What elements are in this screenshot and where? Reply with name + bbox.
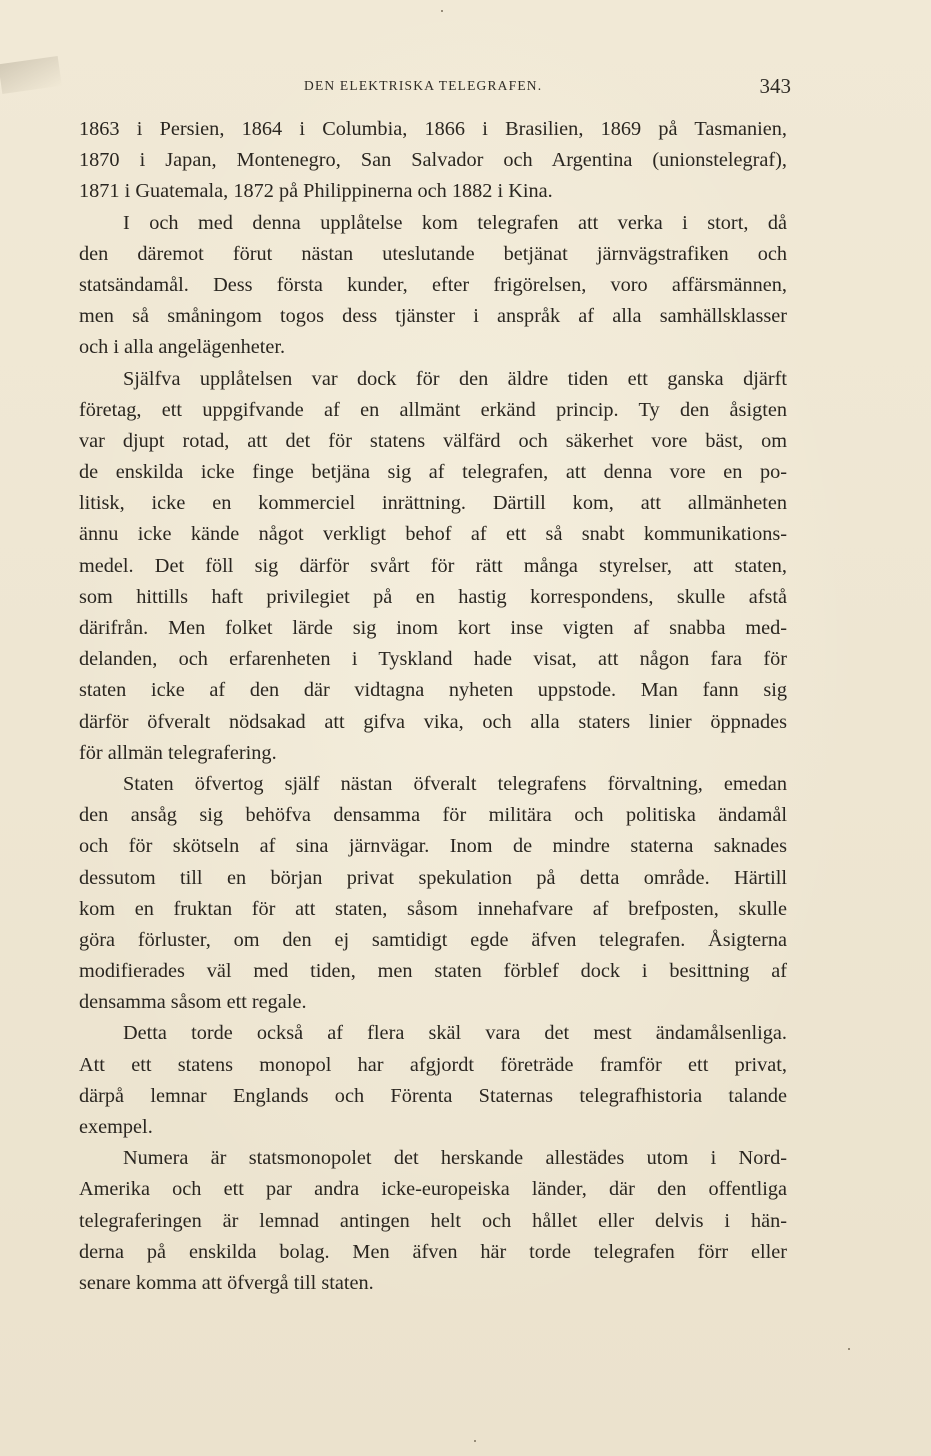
text-line: senare komma att öfvergå till staten.: [79, 1271, 374, 1294]
text-line: och för skötseln af sina järnvägar. Inom de mindre staterna saknades: [79, 835, 787, 858]
text-line: kom en fruktan för att staten, såsom innehafvare af brefposten, skulle: [79, 897, 787, 920]
text-line: göra förluster, om den ej samtidigt egde äfven telegrafen. Åsigterna: [79, 928, 787, 951]
text-line: därifrån. Men folket lärde sig inom kort inse vigten af snabba med-: [79, 617, 787, 639]
text-line: Staten öfvertog själf nästan öfveralt telegrafens förvaltning, emedan: [123, 772, 787, 795]
text-line: Att ett statens monopol har afgjordt företräde framför ett privat,: [79, 1053, 787, 1076]
text-line: delanden, och erfarenheten i Tyskland hade visat, att någon fara för: [79, 648, 787, 671]
page-header: [78, 74, 791, 100]
text-line: men så småningom togos dess tjänster i anspråk af alla samhällsklasser: [79, 305, 787, 328]
paper-speck: [474, 1440, 476, 1442]
running-title: DEN ELEKTRISKA TELEGRAFEN.: [304, 78, 543, 93]
text-line: litisk, icke en kommerciel inrättning. Därtill kom, att allmänheten: [79, 492, 787, 515]
text-line: 1870 i Japan, Montenegro, San Salvador och Argentina (unionstelegraf),: [79, 149, 787, 172]
text-line: 1871 i Guatemala, 1872 på Philippinerna och 1882 i Kina.: [79, 180, 553, 203]
text-line: I och med denna upplåtelse kom telegrafen att verka i stort, då: [123, 211, 787, 234]
text-line: var djupt rotad, att det för statens välfärd och säkerhet vore bäst, om: [79, 429, 787, 452]
text-line: exempel.: [79, 1116, 153, 1138]
text-line: modifierades väl med tiden, men staten förblef dock i besittning af: [79, 960, 787, 983]
text-line: derna på enskilda bolag. Men äfven här torde telegrafen förr eller: [79, 1240, 787, 1263]
text-line: för allmän telegrafering.: [79, 741, 277, 764]
text-line: densamma såsom ett regale.: [79, 991, 307, 1014]
text-line: och i alla angelägenheter.: [79, 336, 286, 359]
text-line: den däremot förut nästan uteslutande betjänat järnvägstrafiken och: [79, 242, 787, 265]
text-line: Själfva upplåtelsen var dock för den äldre tiden ett ganska djärft: [123, 367, 787, 390]
text-line: ännu icke kände något verkligt behof af ett så snabt kommunikations-: [79, 523, 787, 546]
text-line: företag, ett uppgifvande af en allmänt erkänd princip. Ty den åsigten: [79, 398, 787, 421]
paper-speck: [441, 10, 443, 12]
text-line: som hittills haft privilegiet på en hastig korrespondens, skulle afstå: [79, 585, 787, 608]
text-line: dessutom till en början privat spekulation på detta område. Härtill: [79, 866, 787, 889]
page-number: 343: [759, 74, 791, 98]
text-line: därpå lemnar Englands och Förenta Staternas telegrafhistoria talande: [79, 1084, 787, 1107]
text-line: Numera är statsmonopolet det herskande allestädes utom i Nord-: [123, 1147, 787, 1170]
text-line: statsändamål. Dess första kunder, efter frigörelsen, voro affärsmännen,: [79, 273, 787, 296]
text-line: de enskilda icke finge betjäna sig af telegrafen, att denna vore en po-: [79, 461, 787, 484]
text-line: Amerika och ett par andra icke-europeiska länder, där den offentliga: [79, 1178, 787, 1201]
page-edge-smudge: [0, 56, 62, 94]
body-text: [79, 114, 787, 1299]
text-line: staten icke af den där vidtagna nyheten uppstode. Man fann sig: [79, 679, 787, 702]
text-line: 1863 i Persien, 1864 i Columbia, 1866 i Brasilien, 1869 på Tasmanien,: [79, 118, 787, 140]
text-line: Detta torde också af flera skäl vara det mest ändamålsenliga.: [123, 1022, 787, 1045]
text-line: medel. Det föll sig därför svårt för rätt många styrelser, att staten,: [79, 554, 787, 577]
text-line: telegraferingen är lemnad antingen helt och hållet eller delvis i hän-: [79, 1209, 787, 1232]
text-line: därför öfveralt nödsakad att gifva vika, och alla staters linier öppnades: [79, 710, 787, 733]
paper-speck: [848, 1348, 850, 1350]
text-line: den ansåg sig behöfva densamma för militära och politiska ändamål: [79, 804, 787, 827]
